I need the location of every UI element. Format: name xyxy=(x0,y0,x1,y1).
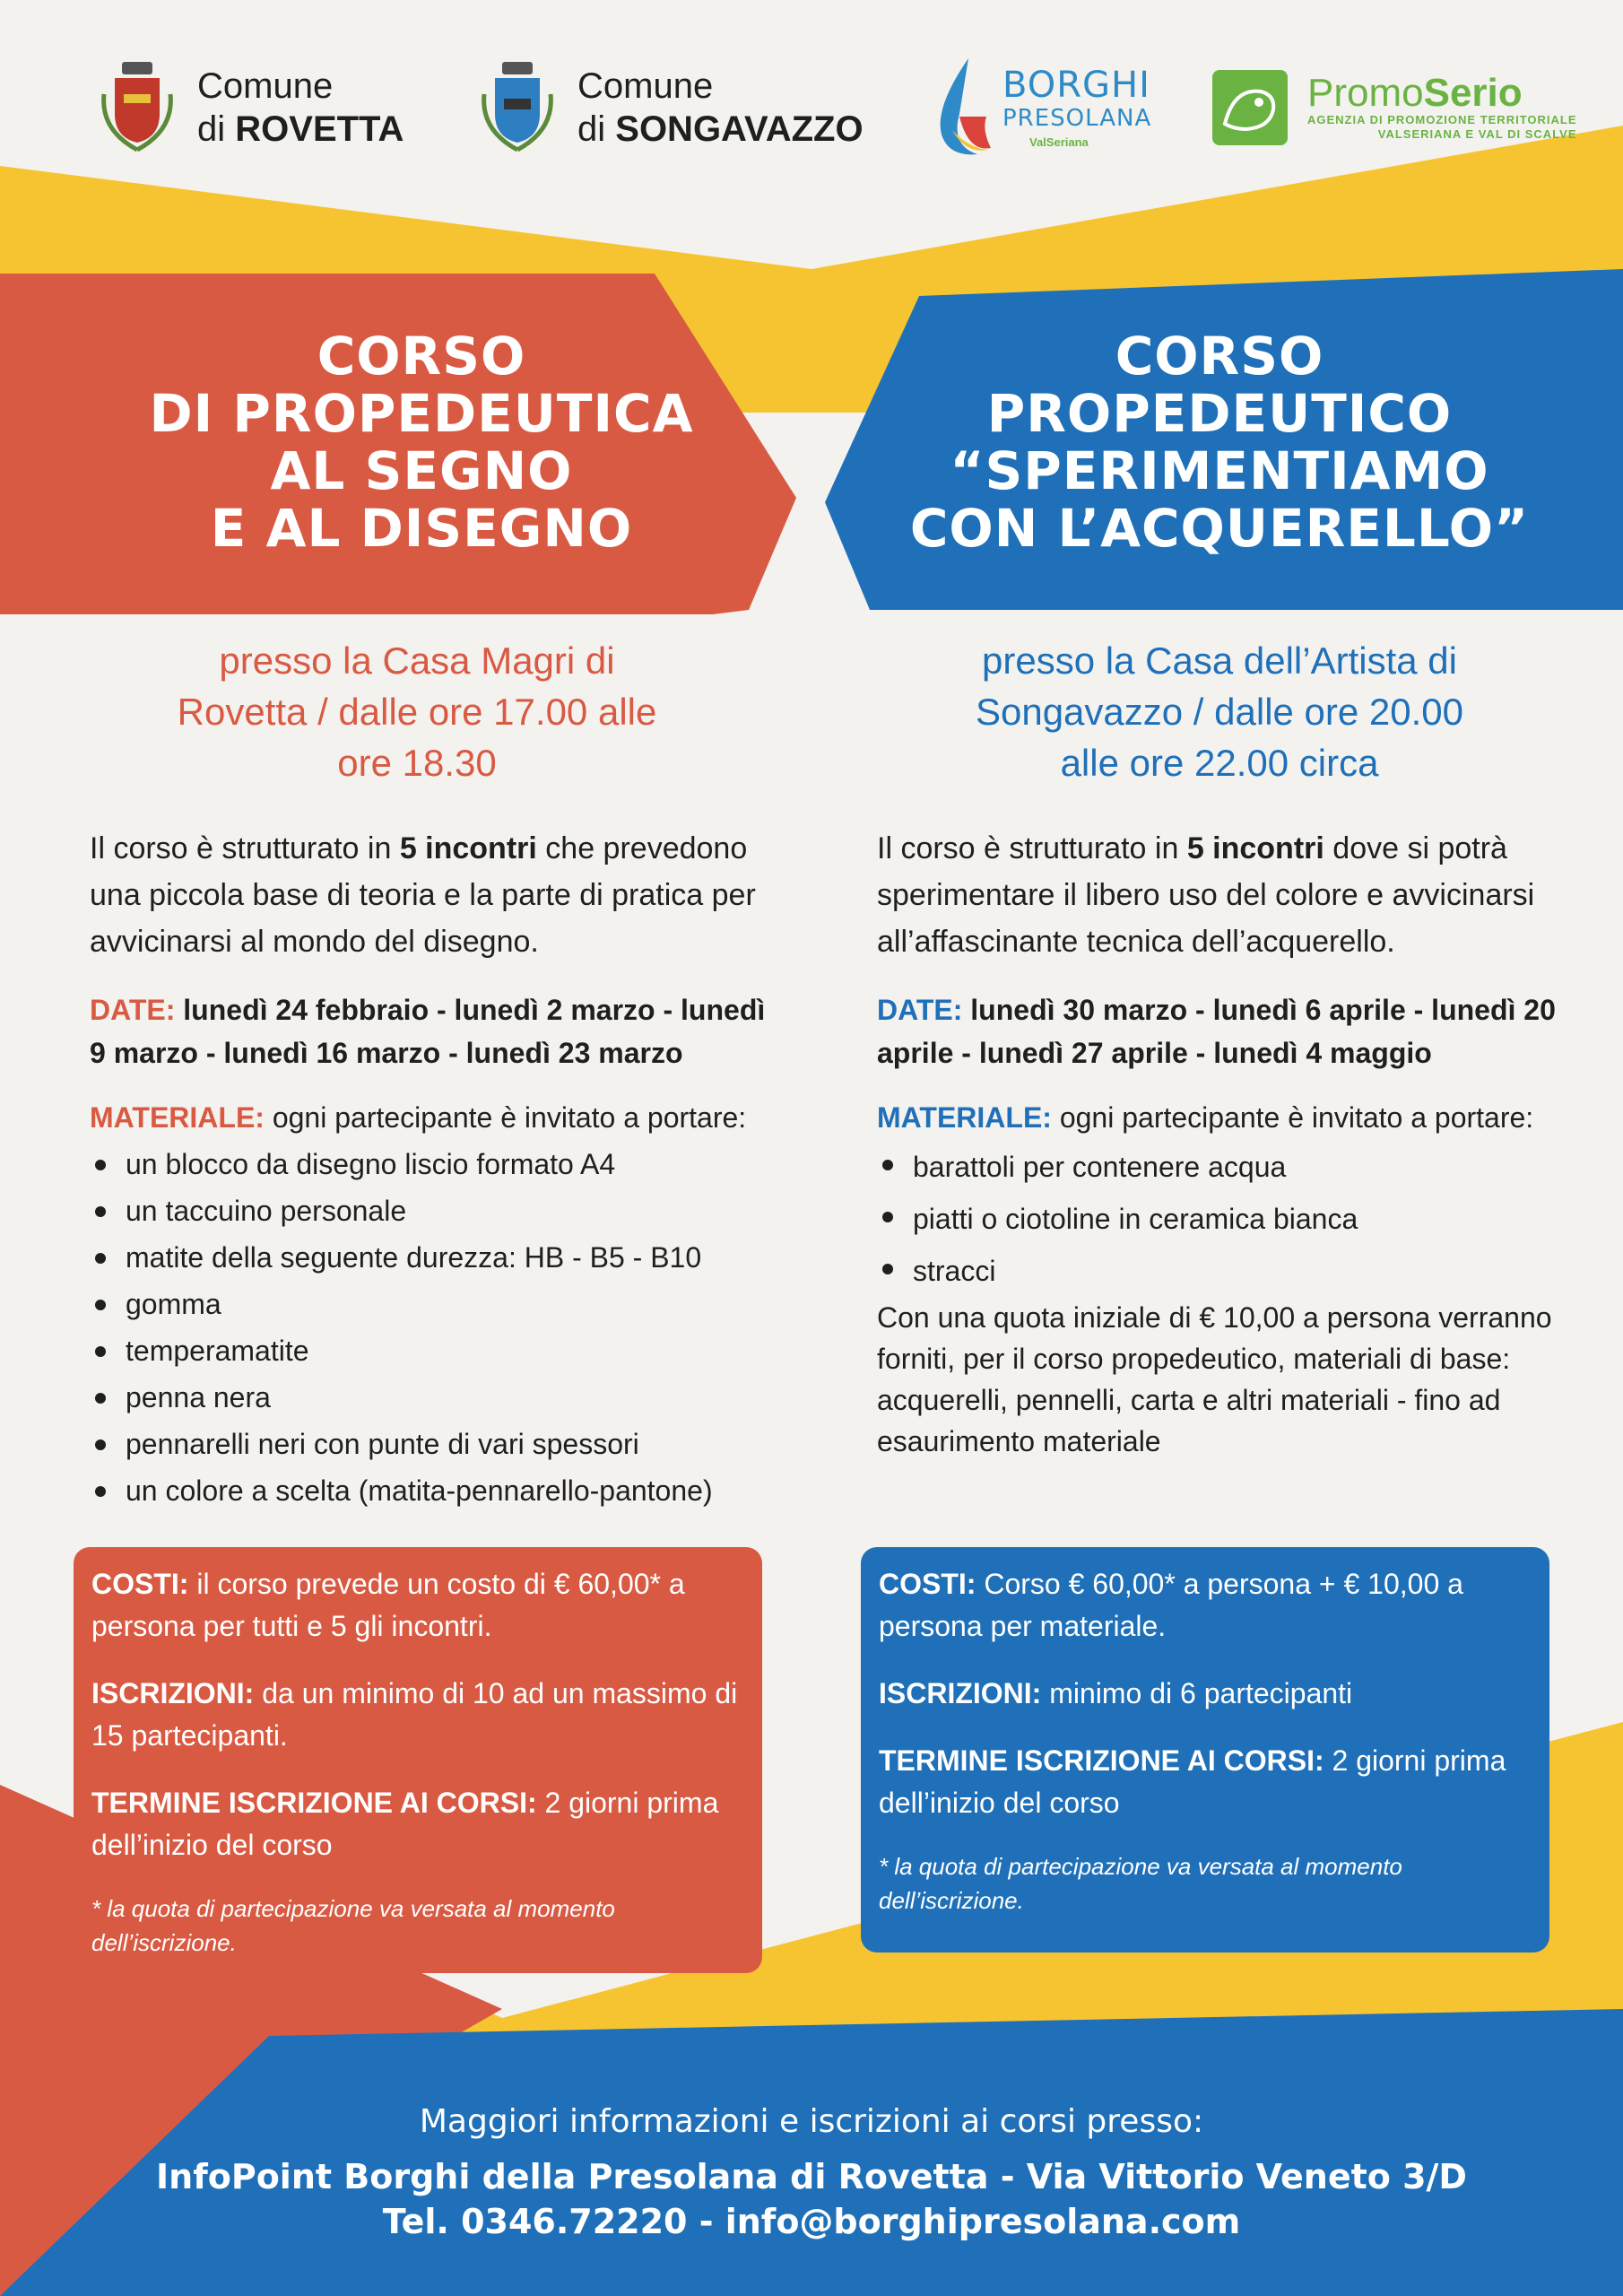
list-item: stracci xyxy=(877,1245,1558,1297)
left-subtitle-line: presso la Casa Magri di xyxy=(219,639,615,682)
left-termine xyxy=(91,1782,744,1866)
right-costi-label: COSTI: xyxy=(879,1568,976,1600)
right-termine-label: TERMINE ISCRIZIONE AI CORSI: xyxy=(879,1744,1324,1777)
right-iscrizioni-label: ISCRIZIONI: xyxy=(879,1677,1042,1709)
right-iscrizioni-text: minimo di 6 partecipanti xyxy=(1041,1677,1353,1709)
right-title-line: CON L’ACQUERELLO” xyxy=(909,498,1530,559)
left-info-box xyxy=(74,1547,762,1973)
left-subtitle xyxy=(72,635,762,788)
footer-line3: Tel. 0346.72220 - info@borghipresolana.com xyxy=(382,2202,1241,2241)
promoserio-logo-icon xyxy=(1212,70,1288,145)
songavazzo-prefix: di xyxy=(577,109,606,149)
left-intro xyxy=(90,825,771,965)
promoserio-name-b: Serio xyxy=(1423,71,1523,115)
left-material-list xyxy=(90,1141,771,1514)
left-intro-text: che prevedono una piccola base di teoria e la parte di pratica per avvicinarsi al mondo del disegno. xyxy=(90,831,756,959)
left-costi-text: il corso prevede un costo di € 60,00* a persona per tutti e 5 gli incontri. xyxy=(91,1568,685,1642)
right-note: * la quota di partecipazione va versata al momento dell’iscrizione. xyxy=(879,1853,1402,1914)
left-body xyxy=(90,825,771,1514)
right-costi-text: Corso € 60,00* a persona + € 10,00 a persona per materiale. xyxy=(879,1568,1463,1642)
list-item: temperamatite xyxy=(90,1327,771,1374)
left-iscrizioni-text: da un minimo di 10 ad un massimo di 15 partecipanti. xyxy=(91,1677,738,1752)
left-iscrizioni xyxy=(91,1673,744,1757)
logo-borghi-presolana xyxy=(933,54,1151,161)
promoserio-line1: AGENZIA DI PROMOZIONE TERRITORIALE xyxy=(1307,113,1577,126)
promoserio-name-a: Promo xyxy=(1307,71,1424,115)
left-materiale xyxy=(90,1094,771,1141)
right-title-line: CORSO xyxy=(1115,326,1324,387)
rovetta-name: ROVETTA xyxy=(235,109,404,149)
right-subtitle-line: presso la Casa dell’Artista di xyxy=(982,639,1457,682)
left-materiale-label: MATERIALE: xyxy=(90,1101,265,1134)
right-iscrizioni xyxy=(879,1673,1532,1715)
left-title-line: CORSO xyxy=(317,326,526,387)
right-materiale-label: MATERIALE: xyxy=(877,1101,1052,1134)
left-note: * la quota di partecipazione va versata al momento dell’iscrizione. xyxy=(91,1895,615,1956)
drop-logo-icon xyxy=(933,54,995,161)
left-iscrizioni-label: ISCRIZIONI: xyxy=(91,1677,255,1709)
logo-comune-songavazzo xyxy=(477,54,864,161)
right-subtitle-line: alle ore 22.00 circa xyxy=(1060,742,1379,784)
left-dates xyxy=(90,988,771,1074)
left-intro-bold: 5 incontri xyxy=(399,831,537,865)
right-termine-text: 2 giorni prima dell’inizio del corso xyxy=(879,1744,1506,1819)
borghi-line1: BORGHI xyxy=(1002,64,1150,106)
list-item: un blocco da disegno liscio formato A4 xyxy=(90,1141,771,1187)
songavazzo-name: SONGAVAZZO xyxy=(615,109,864,149)
list-item: piatti o ciotoline in ceramica bianca xyxy=(877,1193,1558,1245)
right-intro xyxy=(877,825,1558,965)
left-title-line: DI PROPEDEUTICA xyxy=(149,383,694,444)
right-termine xyxy=(879,1740,1532,1824)
left-title-line: AL SEGNO xyxy=(270,440,573,501)
list-item: pennarelli neri con punte di vari spessori xyxy=(90,1421,771,1467)
footer-line2: InfoPoint Borghi della Presolana di Rovetta - Via Vittorio Veneto 3/D xyxy=(156,2157,1467,2196)
right-material-list xyxy=(877,1141,1558,1297)
left-date-label: DATE: xyxy=(90,994,176,1026)
list-item: matite della seguente durezza: HB - B5 - B10 xyxy=(90,1234,771,1281)
left-costi xyxy=(91,1563,744,1648)
rovetta-line1: Comune xyxy=(197,66,334,106)
right-title-line: “SPERIMENTIAMO xyxy=(950,440,1489,501)
right-dates xyxy=(877,988,1558,1074)
right-subtitle xyxy=(861,635,1578,788)
right-date-label: DATE: xyxy=(877,994,963,1026)
left-title xyxy=(90,327,753,557)
left-costi-label: COSTI: xyxy=(91,1568,189,1600)
logo-promoserio xyxy=(1212,54,1577,161)
logo-comune-rovetta xyxy=(97,54,404,161)
right-info-box xyxy=(861,1547,1549,1952)
right-title xyxy=(861,327,1578,557)
right-quota: Con una quota iniziale di € 10,00 a persona verranno forniti, per il corso propedeutico, materiali di base: acquerelli, pennelli, carta e altri materiali - fino ad esaurimento materiale xyxy=(877,1301,1552,1457)
promoserio-line2: VALSERIANA E VAL DI SCALVE xyxy=(1377,127,1577,141)
left-subtitle-line: Rovetta / dalle ore 17.00 alle xyxy=(177,691,657,733)
left-intro-text: Il corso è strutturato in xyxy=(90,831,400,865)
left-termine-label: TERMINE ISCRIZIONE AI CORSI: xyxy=(91,1787,537,1819)
right-materiale-text: ogni partecipante è invitato a portare: xyxy=(1051,1101,1534,1134)
right-costi xyxy=(879,1563,1532,1648)
right-body xyxy=(877,825,1558,1462)
right-title-line: PROPEDEUTICO xyxy=(986,383,1453,444)
list-item: penna nera xyxy=(90,1374,771,1421)
right-materiale xyxy=(877,1094,1558,1141)
list-item: barattoli per contenere acqua xyxy=(877,1141,1558,1193)
right-intro-text: dove si potrà sperimentare il libero uso del colore e avvicinarsi all’affascinante tecnica dell’acquerello. xyxy=(877,831,1535,959)
footer-line1: Maggiori informazioni e iscrizioni ai corsi presso: xyxy=(419,2103,1204,2140)
borghi-line3: ValSeriana xyxy=(1029,135,1089,149)
right-intro-text: Il corso è strutturato in xyxy=(877,831,1187,865)
left-title-line: E AL DISEGNO xyxy=(210,498,633,559)
list-item: un colore a scelta (matita-pennarello-pantone) xyxy=(90,1467,771,1514)
left-date-text: lunedì 24 febbraio - lunedì 2 marzo - lunedì 9 marzo - lunedì 16 marzo - lunedì 23 marzo xyxy=(90,994,766,1069)
rovetta-prefix: di xyxy=(197,109,226,149)
coat-of-arms-icon xyxy=(97,58,178,157)
right-date-text: lunedì 30 marzo - lunedì 6 aprile - lunedì 20 aprile - lunedì 27 aprile - lunedì 4 maggio xyxy=(877,994,1556,1069)
list-item: gomma xyxy=(90,1281,771,1327)
list-item: un taccuino personale xyxy=(90,1187,771,1234)
left-subtitle-line: ore 18.30 xyxy=(337,742,497,784)
left-termine-text: 2 giorni prima dell’inizio del corso xyxy=(91,1787,719,1861)
coat-of-arms-icon xyxy=(477,58,558,157)
borghi-line2: PRESOLANA xyxy=(1002,104,1152,132)
left-materiale-text: ogni partecipante è invitato a portare: xyxy=(264,1101,747,1134)
right-intro-bold: 5 incontri xyxy=(1186,831,1324,865)
right-subtitle-line: Songavazzo / dalle ore 20.00 xyxy=(975,691,1464,733)
songavazzo-line1: Comune xyxy=(577,66,714,106)
